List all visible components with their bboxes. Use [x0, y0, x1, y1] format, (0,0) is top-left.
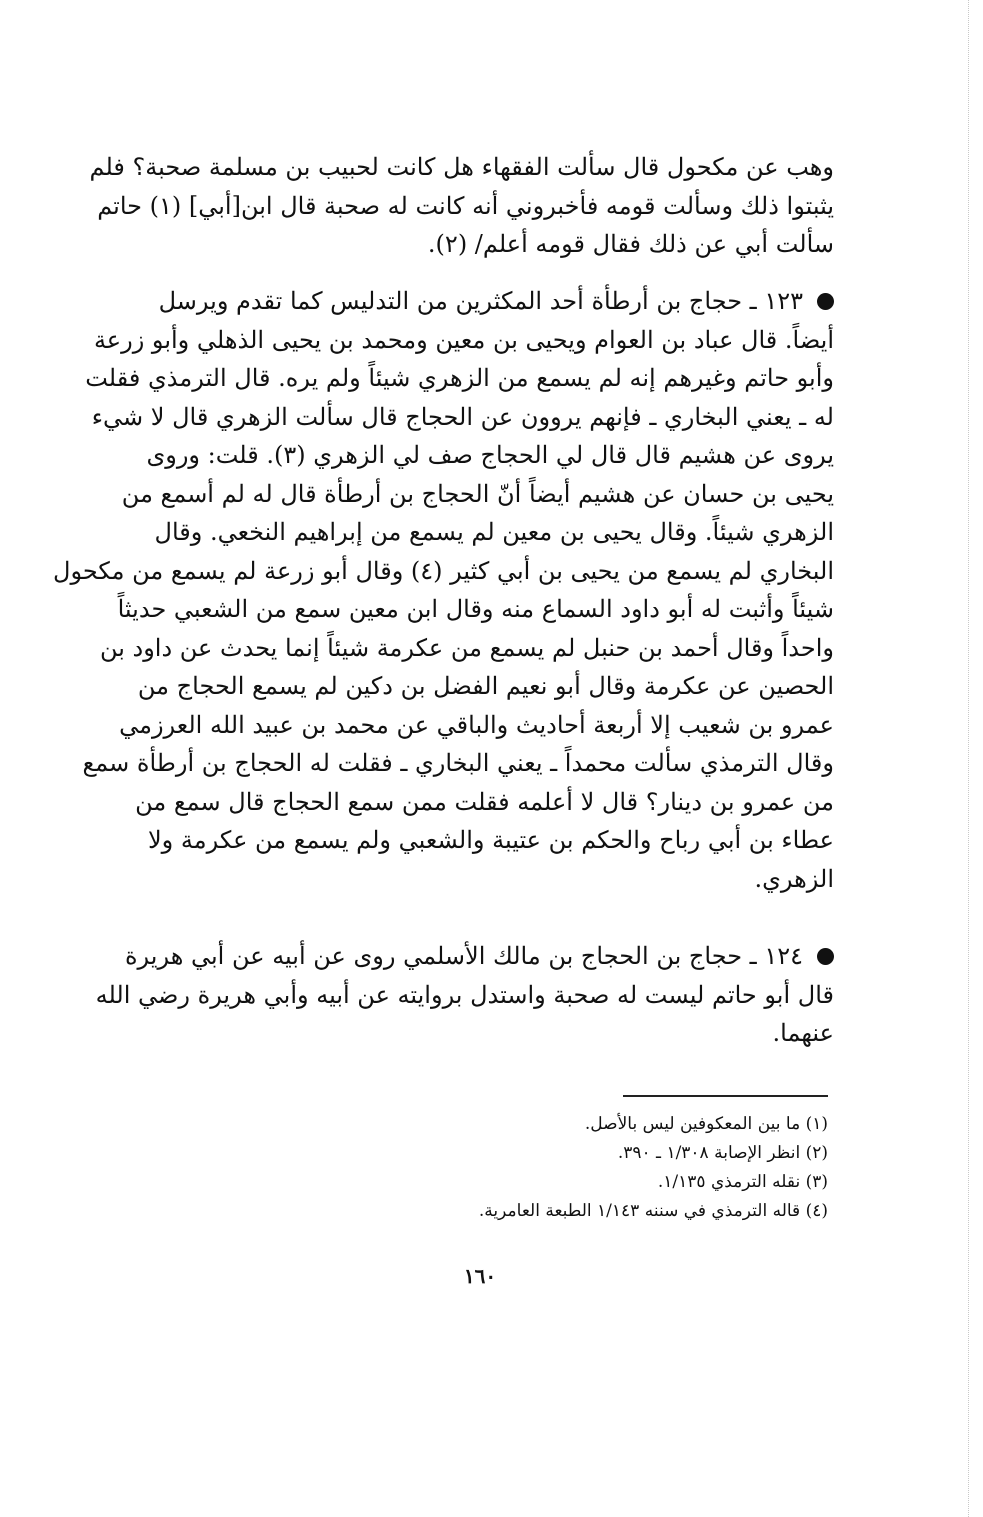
scan-edge-line [968, 0, 969, 1517]
text-line: عطاء بن أبي رباح والحكم بن عتيبة والشعبي ولم يسمع من عكرمة ولا [147, 826, 834, 854]
text-line: يروى عن هشيم قال قال لي الحجاج صف لي الزهري (٣). قلت: وروى [146, 441, 834, 469]
text-line: شيئاً وأثبت له أبو داود السماع منه وقال ابن معين سمع من الشعبي حديثاً [117, 595, 834, 623]
text-line: ١٢٣ ـ حجاج بن أرطأة أحد المكثرين من التدليس كما تقدم ويرسل [158, 287, 803, 315]
entry-123-first-line [132, 282, 834, 321]
text-line: البخاري لم يسمع من يحيى بن أبي كثير (٤) وقال أبو زرعة لم يسمع من مكحول [53, 556, 834, 585]
text-line: عنهما. [772, 1019, 834, 1047]
text-line: واحداً وقال أحمد بن حنبل لم يسمع من عكرمة شيئاً إنما يحدث عن داود بن [99, 633, 834, 662]
footnotes [400, 1110, 828, 1226]
text-line: وقال الترمذي سألت محمداً ـ يعني البخاري ـ فقلت له الحجاج بن أرطأة سمع [82, 749, 834, 777]
bullet-icon [817, 948, 834, 965]
footnote-separator [623, 1095, 828, 1097]
text-line: يحيى بن حسان عن هشيم أيضاً أنّ الحجاج بن أرطأة قال له لم أسمع من [121, 479, 834, 508]
footnote: (٢) انظر الإصابة ١/٣٠٨ ـ ٣٩٠. [617, 1143, 828, 1163]
footnote: (٣) نقله الترمذي ١/١٣٥. [657, 1172, 828, 1192]
text-line: الزهري شيئاً. وقال يحيى بن معين لم يسمع من إبراهيم النخعي. وقال [154, 518, 834, 546]
entry-124-first-line [124, 937, 834, 976]
entry-123-paragraph [53, 282, 834, 898]
entry-124-paragraph [95, 937, 834, 1053]
bullet-icon [817, 293, 834, 310]
footnote: (١) ما بين المعكوفين ليس بالأصل. [584, 1114, 828, 1134]
text-line: قال أبو حاتم ليست له صحبة واستدل بروايته عن أبيه وأبي هريرة رضي الله [95, 980, 834, 1009]
text-line: أيضاً. قال عباد بن العوام ويحيى بن معين ومحمد بن يحيى الذهلي وأبو زرعة [93, 325, 834, 354]
text-line: الزهري. [754, 864, 834, 893]
intro-paragraph [89, 148, 834, 264]
text-line: وهب عن مكحول قال سألت الفقهاء هل كانت لحبيب بن مسلمة صحبة؟ فلم [89, 153, 834, 181]
text-line: ١٢٤ ـ حجاج بن الحجاج بن مالك الأسلمي روى عن أبيه عن أبي هريرة [124, 942, 803, 970]
text-line: له ـ يعني البخاري ـ فإنهم يروون عن الحجاج قال سألت الزهري قال لا شيء [91, 402, 834, 431]
text-line: سألت أبي عن ذلك فقال قومه أعلم/ (٢). [427, 230, 834, 258]
text-line: يثبتوا ذلك وسألت قومه فأخبروني أنه كانت له صحبة قال ابن[أبي] (١) حاتم [97, 191, 834, 220]
text-line: عمرو بن شعيب إلا أربعة أحاديث والباقي عن محمد بن عبيد الله العرزمي [119, 710, 834, 739]
text-line: الحصين عن عكرمة وقال أبو نعيم الفضل بن دكين لم يسمع الحجاج من [137, 672, 834, 700]
page-number: ١٦٠ [463, 1264, 497, 1288]
footnote: (٤) قاله الترمذي في سننه ١/١٤٣ الطبعة العامرية. [478, 1201, 828, 1221]
text-line: وأبو حاتم وغيرهم إنه لم يسمع من الزهري شيئاً ولم يره. قال الترمذي فقلت [85, 364, 834, 392]
text-line: من عمرو بن دينار؟ قال لا أعلمه فقلت ممن سمع الحجاج قال سمع من [135, 787, 834, 816]
